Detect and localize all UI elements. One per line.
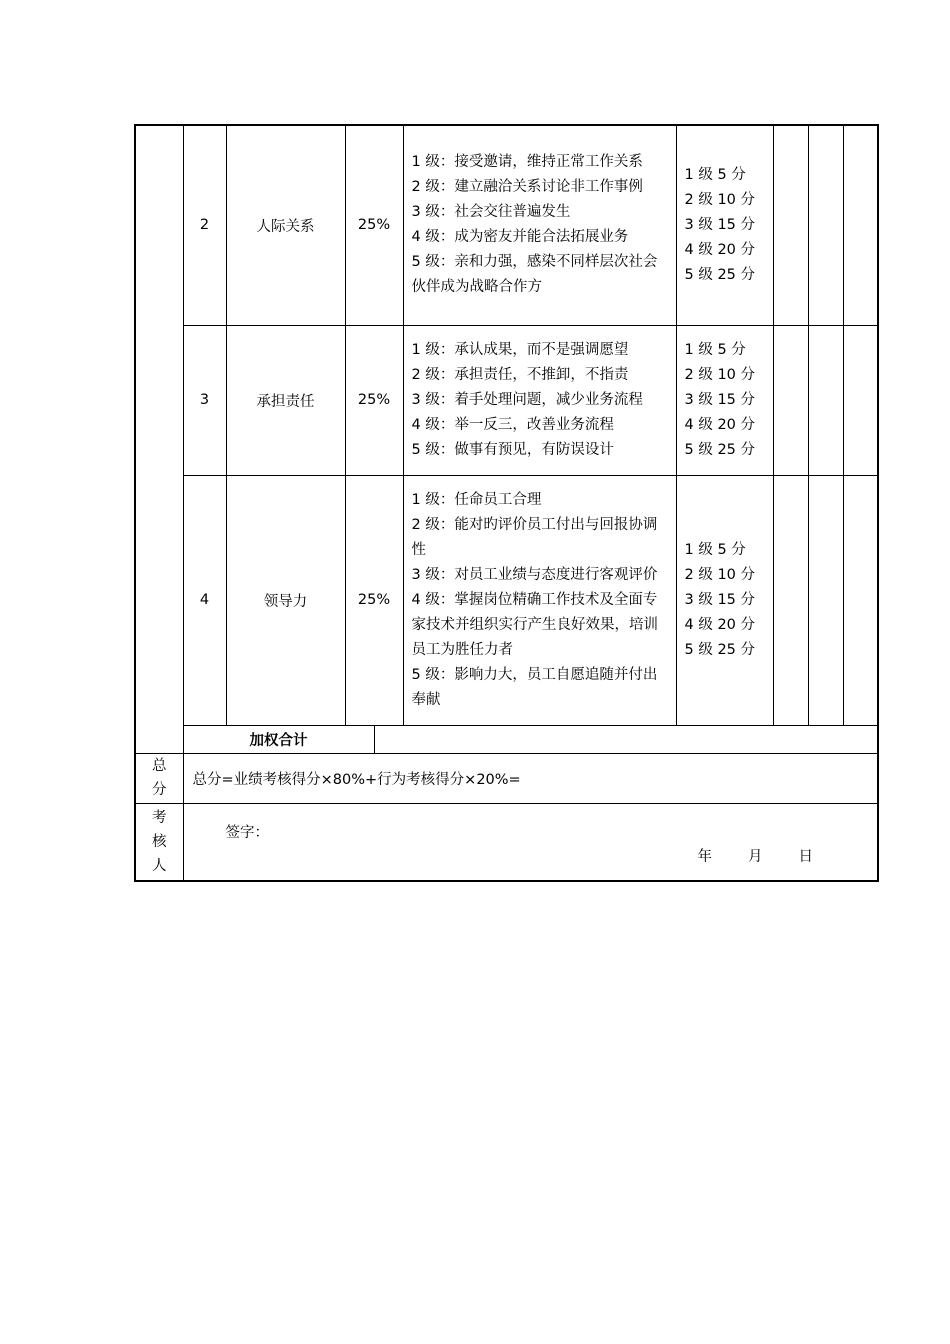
level-line: 5 级：亲和力强，感染不同样层次社会伙伴成为战略合作方 <box>411 254 658 296</box>
score-line: 3 级 15 分 <box>684 216 756 233</box>
total-formula: 总分=业绩考核得分×80%+行为考核得分×20%= <box>183 753 878 803</box>
score-input-cell[interactable] <box>843 125 878 325</box>
weighted-total-row <box>135 725 878 753</box>
score-input-cell[interactable] <box>773 475 808 725</box>
evaluation-table <box>134 124 879 882</box>
item-weight: 25% <box>345 125 403 325</box>
score-line: 2 级 10 分 <box>684 191 756 208</box>
assessor-row <box>135 803 878 881</box>
score-line: 2 级 10 分 <box>684 366 756 383</box>
total-label-char: 总 <box>152 758 167 774</box>
level-description <box>403 325 676 475</box>
score-input-cell[interactable] <box>843 325 878 475</box>
item-weight: 25% <box>345 325 403 475</box>
assessor-label <box>135 803 183 881</box>
category-cell-empty <box>135 125 183 753</box>
level-line: 4 级：成为密友并能合法拓展业务 <box>411 229 629 246</box>
score-line: 5 级 25 分 <box>684 641 756 658</box>
level-line: 2 级：承担责任，不推卸，不指责 <box>411 366 629 383</box>
weighted-total-label: 加权合计 <box>183 725 374 753</box>
item-number: 4 <box>183 475 226 725</box>
score-line: 1 级 5 分 <box>684 166 746 183</box>
level-line: 3 级：着手处理问题，减少业务流程 <box>411 391 643 408</box>
level-line: 5 级：影响力大，员工自愿追随并付出奉献 <box>411 666 658 708</box>
date-day: 日 <box>798 848 814 865</box>
level-line: 5 级：做事有预见，有防误设计 <box>411 441 614 458</box>
score-input-cell[interactable] <box>808 325 843 475</box>
score-input-cell[interactable] <box>773 125 808 325</box>
score-input-cell[interactable] <box>773 325 808 475</box>
score-line: 1 级 5 分 <box>684 341 746 358</box>
score-scale <box>676 325 773 475</box>
score-line: 4 级 20 分 <box>684 616 756 633</box>
score-line: 2 级 10 分 <box>684 566 756 583</box>
table-row <box>135 475 878 725</box>
score-input-cell[interactable] <box>843 475 878 725</box>
assessor-label-char: 核 <box>152 833 167 850</box>
item-name: 人际关系 <box>226 125 345 325</box>
item-name: 领导力 <box>226 475 345 725</box>
score-line: 1 级 5 分 <box>684 541 746 558</box>
score-line: 4 级 20 分 <box>684 416 756 433</box>
item-weight: 25% <box>345 475 403 725</box>
weighted-total-value[interactable] <box>374 725 878 753</box>
signature-label: 签字： <box>225 824 269 841</box>
item-name: 承担责任 <box>226 325 345 475</box>
level-line: 1 级：接受邀请，维持正常工作关系 <box>411 154 643 171</box>
score-line: 5 级 25 分 <box>684 266 756 283</box>
total-row <box>135 753 878 803</box>
score-line: 3 级 15 分 <box>684 391 756 408</box>
level-line: 1 级：任命员工合理 <box>411 491 542 508</box>
assessor-label-char: 考 <box>152 809 167 826</box>
level-line: 2 级：能对旳评价员工付出与回报协调性 <box>411 516 658 558</box>
total-label-char: 分 <box>152 782 167 798</box>
level-line: 2 级：建立融洽关系讨论非工作事例 <box>411 179 643 196</box>
signature-date <box>698 845 814 866</box>
date-year: 年 <box>697 848 713 865</box>
score-line: 5 级 25 分 <box>684 441 756 458</box>
level-line: 4 级：掌握岗位精确工作技术及全面专家技术并组织实行产生良好效果，培训员工为胜任力者 <box>411 591 659 658</box>
item-number: 3 <box>183 325 226 475</box>
date-month: 月 <box>748 848 763 865</box>
signature-area[interactable] <box>183 803 878 881</box>
level-description <box>403 125 676 325</box>
score-line: 3 级 15 分 <box>684 591 756 608</box>
level-line: 1 级：承认成果，而不是强调愿望 <box>411 341 629 358</box>
level-description <box>403 475 676 725</box>
score-input-cell[interactable] <box>808 475 843 725</box>
score-scale <box>676 125 773 325</box>
assessor-label-char: 人 <box>152 857 167 874</box>
item-number: 2 <box>183 125 226 325</box>
score-scale <box>676 475 773 725</box>
table-row <box>135 325 878 475</box>
table-row <box>135 125 878 325</box>
score-input-cell[interactable] <box>808 125 843 325</box>
total-label <box>135 753 183 803</box>
level-line: 4 级：举一反三，改善业务流程 <box>411 416 614 433</box>
score-line: 4 级 20 分 <box>684 241 756 258</box>
level-line: 3 级：社会交往普遍发生 <box>411 204 571 221</box>
level-line: 3 级：对员工业绩与态度进行客观评价 <box>411 566 658 583</box>
